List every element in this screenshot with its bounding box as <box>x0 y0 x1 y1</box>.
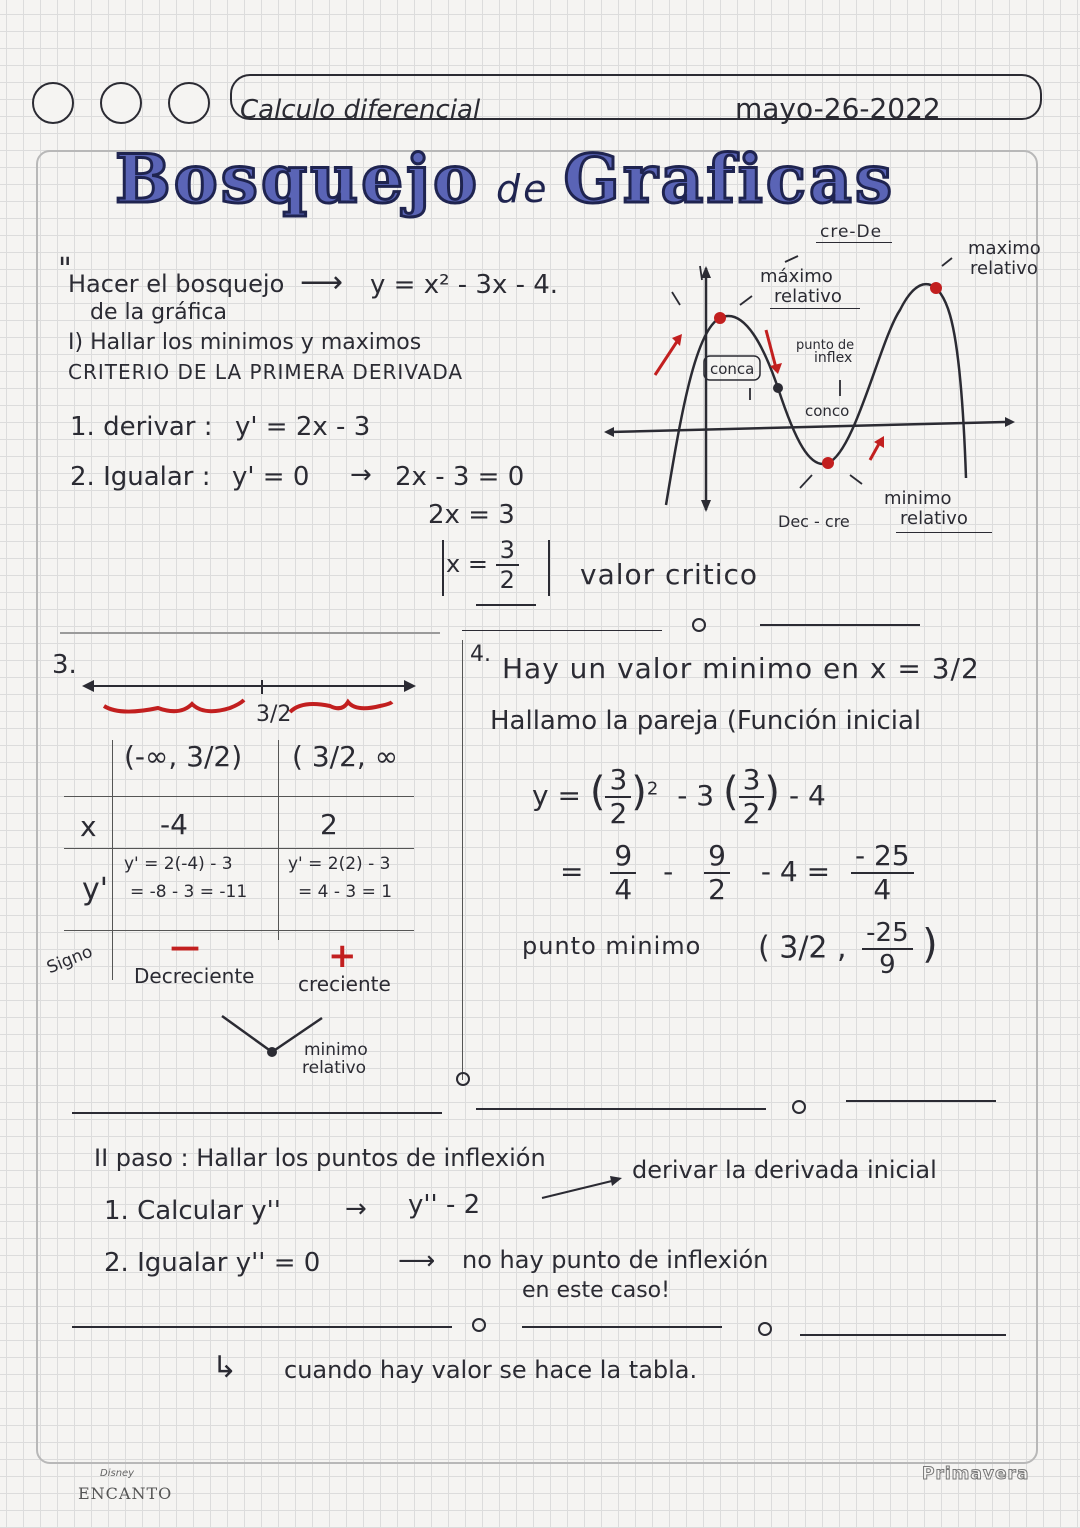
arrow-to-function: ⟶ <box>300 265 344 300</box>
table-y-left-2: = -8 - 3 = -11 <box>130 882 248 902</box>
brand-logo-left: ENCANTO <box>78 1484 173 1503</box>
sketch-x-axis <box>610 422 1005 432</box>
equal-arrow: → <box>350 460 372 490</box>
intro-line-2: de la gráfica <box>90 300 228 325</box>
title-part-2: de <box>496 167 550 211</box>
max1-underline <box>770 308 860 309</box>
title-part-3: Graficas <box>563 140 895 218</box>
part2-calc-arrow: → <box>345 1194 367 1224</box>
header-circle-3 <box>168 82 210 124</box>
number-line-midpoint: 3/2 <box>256 702 292 727</box>
cre-de-underline <box>816 242 892 243</box>
section4-result: = $\frac{9}{4}$ - $\frac{9}{2}$ - 4 = $\frac{- 25}{4}$ <box>560 842 914 904</box>
table-y-right-2: = 4 - 3 = 1 <box>298 882 393 902</box>
min-point-value: ( 3/2 , $\frac{-25}{9}$ ) <box>758 918 938 980</box>
quote-mark: " <box>58 252 72 287</box>
equation-1: 2x - 3 = 0 <box>395 462 525 492</box>
table-y-left-1: y' = 2(-4) - 3 <box>124 854 233 874</box>
table-col-line-2 <box>278 740 279 940</box>
critical-x: x = $\frac{3}{2}$ <box>446 538 519 592</box>
date-label: mayo-26-2022 <box>735 92 941 125</box>
sketch-curve <box>666 284 966 505</box>
sketch-conca-label: conca <box>710 360 755 378</box>
brand-disney: Disney <box>100 1468 135 1479</box>
min-underline <box>896 532 992 533</box>
interval-right: ( 3/2, ∞ <box>292 740 399 773</box>
part2-note-arrow <box>540 1172 624 1202</box>
critical-underline <box>476 604 536 606</box>
section4-line-1: Hay un valor minimo en x = 3/2 <box>502 652 980 685</box>
section3-min-a: minimo <box>304 1040 368 1060</box>
sketch-max-point-1 <box>714 312 726 324</box>
table-row-y-label: y' <box>82 872 109 907</box>
title-part-1: Bosquejo <box>115 140 480 218</box>
header-circle-1 <box>32 82 74 124</box>
divider-right-2 <box>846 1100 996 1102</box>
sketch-max-label-1b: relativo <box>774 286 842 307</box>
part2-eq-label: 2. Igualar y'' = 0 <box>104 1248 321 1278</box>
critical-box-right <box>548 540 550 596</box>
sketch-conco-label: conco <box>805 402 850 420</box>
section3-number: 3. <box>52 650 77 680</box>
equal-label: 2. Igualar : <box>70 462 211 492</box>
section4-number: 4. <box>470 642 491 667</box>
divider-right-1 <box>760 624 920 626</box>
sketch-max-label-2b: relativo <box>970 258 1038 279</box>
section4-dot <box>456 1072 470 1086</box>
part2-final: cuando hay valor se hace la tabla. <box>284 1356 698 1384</box>
divider-left-3 <box>72 1326 452 1328</box>
table-row-line-1 <box>64 796 414 797</box>
sketch-min-point <box>822 457 834 469</box>
table-x-left: -4 <box>160 808 188 841</box>
final-arrow: ↳ <box>212 1350 238 1385</box>
table-col-line-1 <box>112 740 113 980</box>
brand-logo-right: Primavera <box>922 1464 1030 1484</box>
number-line <box>80 672 420 722</box>
sketch-min-label-b: relativo <box>900 508 968 529</box>
subject-label: Calculo diferencial <box>240 95 481 125</box>
table-row-line-2 <box>64 848 414 849</box>
table-y-right-1: y' = 2(2) - 3 <box>288 854 391 874</box>
criterion-label: CRITERIO DE LA PRIMERA DERIVADA <box>68 360 464 384</box>
derive-label: 1. derivar : <box>70 412 213 442</box>
section4-y-eq: y = ( $\frac{3}{2}$ )$^2$ - 3 ( $\frac{3}{2}$ ) - 4 <box>532 763 826 830</box>
intro-step-1: I) Hallar los minimos y maximos <box>68 330 422 355</box>
sketch-inflex-label-b: inflex <box>814 350 853 366</box>
section4-line-2: Hallamo la pareja (Función inicial <box>490 706 922 736</box>
page-title <box>115 140 895 218</box>
table-row-sign-label: Signo <box>43 941 96 979</box>
part2-eq-result-1: no hay punto de inflexión <box>462 1246 769 1274</box>
sketch-min-label-a: minimo <box>884 488 952 509</box>
column-divider <box>462 640 463 1080</box>
sketch-inflection-point <box>773 383 783 393</box>
header-circle-2 <box>100 82 142 124</box>
sketch-cre-de: cre-De <box>820 222 883 242</box>
sketch-max-label-2a: maximo <box>968 238 1041 259</box>
divider-dot-3a <box>472 1318 486 1332</box>
divider-mid-3 <box>522 1326 722 1328</box>
divider-left-1 <box>60 632 440 634</box>
derive-expr: y' = 2x - 3 <box>235 412 371 442</box>
part2-note: derivar la derivada inicial <box>632 1156 937 1184</box>
sign-plus-mark: + <box>328 936 357 976</box>
min-point-label: punto minimo <box>522 932 702 960</box>
intro-line-1: Hacer el bosquejo <box>68 270 285 298</box>
interval-left: (-∞, 3/2) <box>124 740 243 773</box>
part2-calc-label: 1. Calcular y'' <box>104 1196 281 1226</box>
sketch-dec-cre-label: Dec - cre <box>778 512 850 531</box>
part2-eq-result-2: en este caso! <box>522 1278 670 1303</box>
table-row-line-3 <box>64 930 414 931</box>
sign-minus-mark: — <box>170 930 200 965</box>
table-x-right: 2 <box>320 808 338 841</box>
part2-calc-expr: y'' - 2 <box>408 1190 481 1220</box>
divider-dot-1 <box>692 618 706 632</box>
critical-value-label: valor critico <box>580 558 759 591</box>
sign-right-label: creciente <box>298 972 391 996</box>
divider-left-2 <box>72 1112 442 1114</box>
divider-dot-3b <box>758 1322 772 1336</box>
part2-title: II paso : Hallar los puntos de inflexión <box>94 1144 546 1172</box>
sketch-max-point-2 <box>930 282 942 294</box>
equation-2: 2x = 3 <box>428 500 515 530</box>
table-row-x-label: x <box>80 810 97 843</box>
sign-left-label: Decreciente <box>134 964 255 988</box>
part2-eq-arrow: ⟶ <box>398 1246 436 1276</box>
intro-function: y = x² - 3x - 4. <box>370 270 559 300</box>
section3-min-b: relativo <box>302 1058 367 1078</box>
divider-right-3 <box>800 1334 1006 1336</box>
sketch-inflex-label-a: punto de <box>796 338 855 353</box>
divider-dot-2 <box>792 1100 806 1114</box>
sketch-max-label-1a: máximo <box>760 266 833 287</box>
critical-box-left <box>442 540 444 596</box>
divider-mid-2 <box>476 1108 766 1110</box>
divider-mid-1 <box>462 630 662 631</box>
equal-expr: y' = 0 <box>232 462 310 492</box>
